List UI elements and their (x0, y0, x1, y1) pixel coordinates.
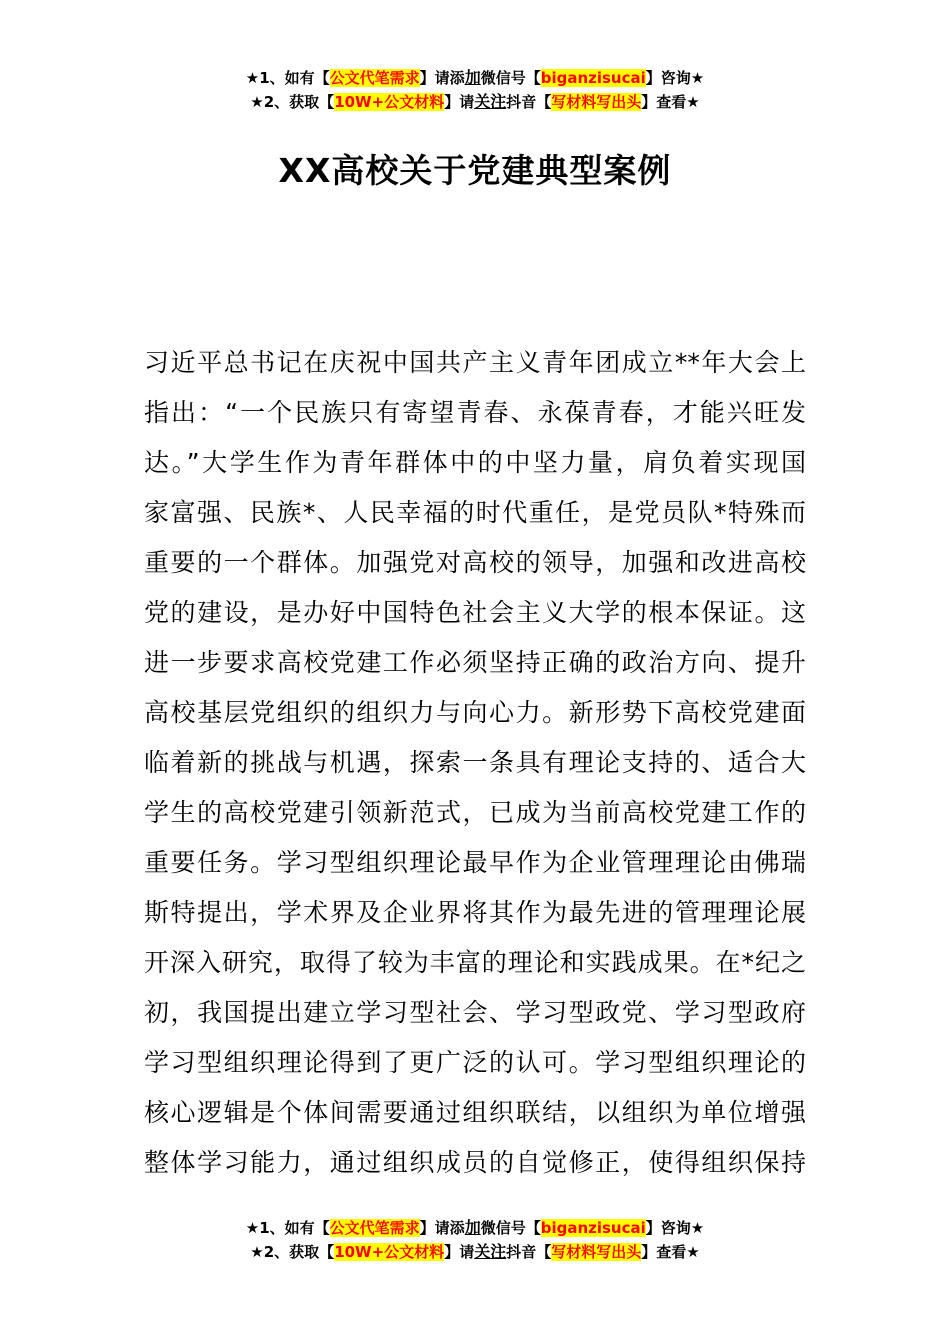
body-line: 指出：“一个民族只有寄望青春、永葆青春，才能兴旺发 (144, 398, 806, 427)
banner-text: 】请 (444, 93, 475, 111)
body-line: 斯特提出，学术界及企业界将其作为最先进的管理理论展 (144, 898, 806, 927)
banner-text: 抖音【 (506, 1243, 552, 1261)
body-line: 家富强、民族*、人民幸福的时代重任，是党员队*特殊而 (144, 498, 806, 527)
banner-highlight: 公文代笔需求 (329, 1219, 420, 1237)
body-line: 核心逻辑是个体间需要通过组织联结，以组织为单位增强 (144, 1098, 806, 1127)
banner-text: 】请 (444, 1243, 475, 1261)
banner-text: ★1、如有【 (245, 69, 330, 87)
top-banner (0, 66, 950, 114)
banner-highlight: 写材料写出头 (551, 1243, 642, 1261)
bottom-banner (0, 1216, 950, 1264)
banner-line-1 (0, 66, 950, 90)
banner-highlight: biganzisucai (540, 69, 646, 87)
banner-line-2 (0, 90, 950, 114)
banner-text: ★1、如有【 (245, 1219, 330, 1237)
banner-underline: 加 (464, 1218, 481, 1237)
body-line: 习近平总书记在庆祝中国共产主义青年团成立**年大会上 (144, 348, 806, 377)
banner-text: ★2、获取【 (250, 1243, 335, 1261)
body-line: 重要的一个群体。加强党对高校的领导，加强和改进高校 (144, 548, 806, 577)
banner-text: 】咨询★ (645, 69, 705, 87)
banner-highlight: 10W+公文材料 (334, 93, 445, 111)
banner-text: 】查看★ (641, 1243, 700, 1261)
body-line: 学习型组织理论得到了更广泛的认可。学习型组织理论的 (144, 1048, 806, 1077)
body-line: 进一步要求高校党建工作必须坚持正确的政治方向、提升 (144, 648, 806, 677)
banner-text: 】请添 (419, 1219, 465, 1237)
banner-line-2 (0, 1240, 950, 1264)
body-line: 临着新的挑战与机遇，探索一条具有理论支持的、适合大 (144, 748, 806, 777)
banner-underline: 关注 (474, 1242, 507, 1261)
banner-highlight: 写材料写出头 (551, 93, 642, 111)
banner-underline: 加 (464, 68, 481, 87)
body-line: 整体学习能力，通过组织成员的自觉修正，使得组织保持 (144, 1148, 806, 1177)
body-line: 初，我国提出建立学习型社会、学习型政党、学习型政府 (144, 998, 806, 1027)
banner-highlight: 10W+公文材料 (334, 1243, 445, 1261)
banner-text: 微信号【 (480, 1219, 541, 1237)
banner-line-1 (0, 1216, 950, 1240)
banner-text: ★2、获取【 (250, 93, 335, 111)
document-title: XX高校关于党建典型案例 (278, 151, 672, 190)
banner-text: 】查看★ (641, 93, 700, 111)
body-line: 达。”大学生作为青年群体中的中坚力量，肩负着实现国 (144, 448, 806, 477)
document-body (144, 338, 806, 1188)
body-line: 重要任务。学习型组织理论最早作为企业管理理论由佛瑞 (144, 848, 806, 877)
banner-highlight: biganzisucai (540, 1219, 646, 1237)
banner-underline: 关注 (474, 92, 507, 111)
banner-text: 抖音【 (506, 93, 552, 111)
body-line: 学生的高校党建引领新范式，已成为当前高校党建工作的 (144, 798, 806, 827)
body-line: 高校基层党组织的组织力与向心力。新形势下高校党建面 (144, 698, 806, 727)
body-line: 开深入研究，取得了较为丰富的理论和实践成果。在*纪之 (144, 948, 806, 977)
body-line: 党的建设，是办好中国特色社会主义大学的根本保证。这 (144, 598, 806, 627)
banner-highlight: 公文代笔需求 (329, 69, 420, 87)
banner-text: 】请添 (419, 69, 465, 87)
banner-text: 微信号【 (480, 69, 541, 87)
banner-text: 】咨询★ (645, 1219, 705, 1237)
